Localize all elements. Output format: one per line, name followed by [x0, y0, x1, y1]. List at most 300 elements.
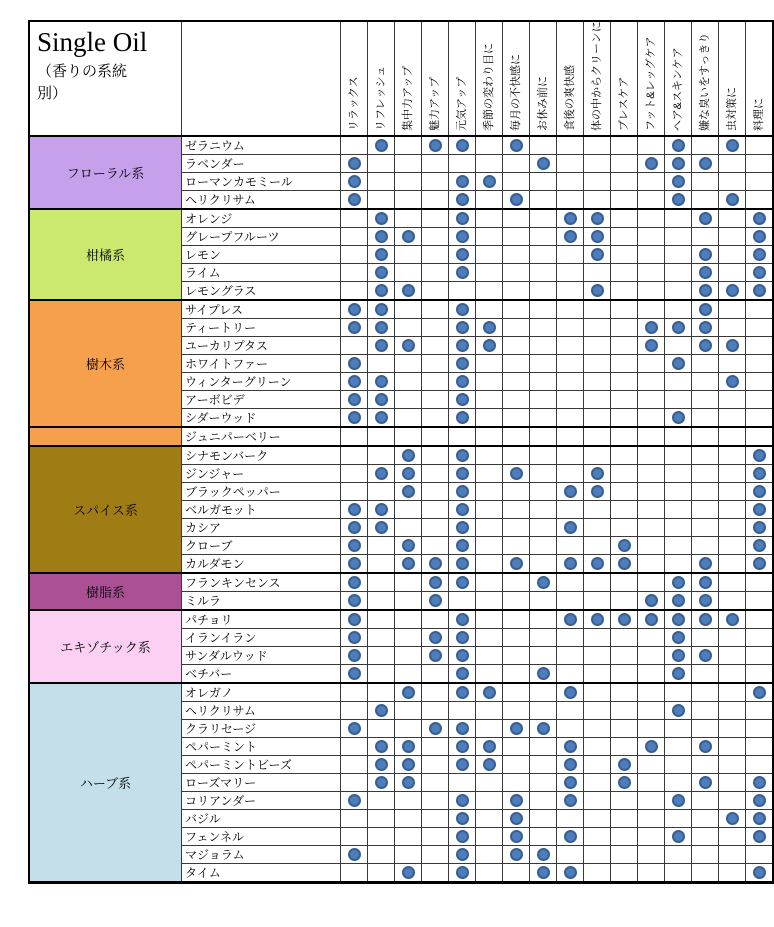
dot-marker	[348, 794, 361, 807]
dot-marker	[564, 521, 577, 534]
column-header-label: 季節の変わり目に	[483, 43, 495, 131]
matrix-cell	[476, 373, 503, 391]
matrix-cell	[530, 355, 557, 373]
oil-name: ユーカリプタス	[182, 337, 341, 355]
matrix-cell	[719, 864, 746, 883]
matrix-cell	[638, 647, 665, 665]
matrix-cell	[368, 738, 395, 756]
dot-marker	[510, 812, 523, 825]
matrix-cell	[368, 683, 395, 702]
matrix-cell	[449, 264, 476, 282]
matrix-cell	[395, 573, 422, 592]
matrix-cell	[395, 446, 422, 465]
matrix-cell	[584, 409, 611, 428]
matrix-cell	[719, 756, 746, 774]
matrix-cell	[422, 191, 449, 210]
matrix-cell	[692, 355, 719, 373]
dot-marker	[699, 284, 712, 297]
matrix-cell	[503, 792, 530, 810]
dot-marker	[672, 704, 685, 717]
matrix-cell	[584, 720, 611, 738]
oil-name: ヘリクリサム	[182, 191, 341, 210]
dot-marker	[672, 594, 685, 607]
dot-marker	[402, 866, 415, 879]
matrix-cell	[530, 683, 557, 702]
matrix-cell	[476, 846, 503, 864]
matrix-cell	[611, 810, 638, 828]
dot-marker	[564, 557, 577, 570]
matrix-cell	[395, 629, 422, 647]
matrix-cell	[665, 209, 692, 228]
matrix-cell	[395, 592, 422, 611]
matrix-cell	[665, 810, 692, 828]
matrix-cell	[395, 738, 422, 756]
matrix-cell	[611, 720, 638, 738]
dot-marker	[456, 357, 469, 370]
matrix-cell	[638, 264, 665, 282]
table-subtitle: （香りの系統別）	[37, 63, 128, 102]
matrix-cell	[692, 592, 719, 611]
matrix-cell	[557, 846, 584, 864]
matrix-cell	[692, 246, 719, 264]
oil-name: シナモンバーク	[182, 446, 341, 465]
matrix-cell	[341, 282, 368, 301]
dot-marker	[591, 613, 604, 626]
matrix-cell	[341, 828, 368, 846]
matrix-cell	[476, 592, 503, 611]
matrix-cell	[584, 555, 611, 574]
dot-marker	[537, 866, 550, 879]
matrix-cell	[584, 756, 611, 774]
matrix-cell	[746, 828, 774, 846]
matrix-cell	[449, 774, 476, 792]
matrix-cell	[665, 465, 692, 483]
matrix-cell	[341, 720, 368, 738]
matrix-cell	[530, 337, 557, 355]
dot-marker	[753, 539, 766, 552]
column-header-15	[719, 21, 746, 136]
matrix-cell	[422, 373, 449, 391]
matrix-cell	[611, 573, 638, 592]
matrix-cell	[449, 828, 476, 846]
dot-marker	[456, 613, 469, 626]
matrix-cell	[476, 555, 503, 574]
matrix-cell	[449, 665, 476, 684]
dot-marker	[591, 467, 604, 480]
matrix-cell	[557, 792, 584, 810]
matrix-cell	[557, 483, 584, 501]
matrix-cell	[395, 555, 422, 574]
matrix-cell	[746, 864, 774, 883]
dot-marker	[672, 613, 685, 626]
matrix-cell	[395, 191, 422, 210]
matrix-cell	[719, 519, 746, 537]
matrix-cell	[584, 665, 611, 684]
matrix-cell	[746, 209, 774, 228]
matrix-cell	[665, 228, 692, 246]
matrix-cell	[368, 647, 395, 665]
matrix-cell	[719, 774, 746, 792]
matrix-cell	[584, 610, 611, 629]
dot-marker	[456, 503, 469, 516]
oil-name: マジョラム	[182, 846, 341, 864]
column-header-3	[395, 21, 422, 136]
dot-marker	[456, 539, 469, 552]
matrix-cell	[341, 409, 368, 428]
matrix-cell	[719, 228, 746, 246]
matrix-cell	[476, 774, 503, 792]
matrix-cell	[692, 702, 719, 720]
matrix-cell	[638, 446, 665, 465]
matrix-cell	[665, 665, 692, 684]
dot-marker	[510, 557, 523, 570]
dot-marker	[483, 686, 496, 699]
dot-marker	[510, 794, 523, 807]
matrix-cell	[746, 337, 774, 355]
matrix-cell	[449, 191, 476, 210]
matrix-cell	[692, 173, 719, 191]
dot-marker	[672, 175, 685, 188]
dot-marker	[348, 576, 361, 589]
matrix-cell	[584, 337, 611, 355]
column-header-6	[476, 21, 503, 136]
matrix-cell	[746, 173, 774, 191]
matrix-cell	[557, 337, 584, 355]
matrix-cell	[503, 828, 530, 846]
matrix-cell	[530, 792, 557, 810]
dot-marker	[402, 485, 415, 498]
dot-marker	[699, 613, 712, 626]
matrix-cell	[422, 501, 449, 519]
matrix-cell	[611, 846, 638, 864]
dot-marker	[429, 722, 442, 735]
oil-name: レモン	[182, 246, 341, 264]
matrix-cell	[584, 846, 611, 864]
dot-marker	[726, 375, 739, 388]
matrix-cell	[422, 446, 449, 465]
matrix-cell	[368, 519, 395, 537]
matrix-cell	[368, 409, 395, 428]
matrix-cell	[341, 629, 368, 647]
matrix-cell	[476, 864, 503, 883]
matrix-cell	[638, 282, 665, 301]
matrix-cell	[503, 209, 530, 228]
matrix-cell	[665, 173, 692, 191]
dot-marker	[348, 303, 361, 316]
dot-marker	[564, 758, 577, 771]
matrix-cell	[719, 828, 746, 846]
oil-name: グレープフルーツ	[182, 228, 341, 246]
matrix-cell	[449, 537, 476, 555]
matrix-cell	[692, 647, 719, 665]
matrix-cell	[584, 592, 611, 611]
column-header-label: 毎月の不快感に	[510, 54, 522, 131]
matrix-cell	[692, 465, 719, 483]
matrix-cell	[665, 136, 692, 155]
matrix-cell	[503, 810, 530, 828]
matrix-cell	[611, 483, 638, 501]
dot-marker	[375, 266, 388, 279]
dot-marker	[456, 449, 469, 462]
dot-marker	[402, 776, 415, 789]
column-header-7	[503, 21, 530, 136]
matrix-cell	[746, 228, 774, 246]
matrix-cell	[341, 792, 368, 810]
matrix-cell	[746, 319, 774, 337]
matrix-cell	[530, 373, 557, 391]
matrix-cell	[530, 246, 557, 264]
matrix-cell	[449, 683, 476, 702]
matrix-cell	[503, 501, 530, 519]
matrix-cell	[611, 738, 638, 756]
matrix-cell	[692, 665, 719, 684]
matrix-cell	[449, 573, 476, 592]
matrix-cell	[665, 501, 692, 519]
matrix-cell	[584, 191, 611, 210]
matrix-cell	[449, 155, 476, 173]
matrix-cell	[368, 846, 395, 864]
dot-marker	[753, 485, 766, 498]
column-header-10	[584, 21, 611, 136]
matrix-cell	[476, 337, 503, 355]
matrix-cell	[611, 427, 638, 446]
matrix-cell	[611, 774, 638, 792]
matrix-cell	[503, 427, 530, 446]
oil-name: レモングラス	[182, 282, 341, 301]
matrix-cell	[719, 191, 746, 210]
matrix-cell	[638, 173, 665, 191]
dot-marker	[753, 212, 766, 225]
matrix-cell	[746, 409, 774, 428]
matrix-cell	[557, 282, 584, 301]
oil-name: オレガノ	[182, 683, 341, 702]
matrix-cell	[638, 702, 665, 720]
matrix-cell	[368, 774, 395, 792]
dot-marker	[483, 321, 496, 334]
table-title-cell	[29, 21, 182, 136]
dot-marker	[753, 830, 766, 843]
matrix-cell	[395, 409, 422, 428]
matrix-cell	[530, 427, 557, 446]
matrix-cell	[449, 629, 476, 647]
matrix-cell	[476, 173, 503, 191]
dot-marker	[375, 139, 388, 152]
dot-marker	[456, 722, 469, 735]
dot-marker	[348, 157, 361, 170]
matrix-cell	[422, 774, 449, 792]
matrix-cell	[368, 810, 395, 828]
matrix-cell	[476, 828, 503, 846]
matrix-cell	[368, 483, 395, 501]
matrix-cell	[692, 228, 719, 246]
matrix-cell	[719, 738, 746, 756]
matrix-cell	[341, 373, 368, 391]
dot-marker	[348, 375, 361, 388]
matrix-cell	[530, 446, 557, 465]
matrix-cell	[476, 519, 503, 537]
dot-marker	[672, 411, 685, 424]
matrix-cell	[611, 828, 638, 846]
matrix-cell	[503, 300, 530, 319]
matrix-cell	[422, 665, 449, 684]
dot-marker	[618, 613, 631, 626]
matrix-cell	[476, 355, 503, 373]
matrix-cell	[530, 300, 557, 319]
dot-marker	[645, 594, 658, 607]
matrix-cell	[422, 720, 449, 738]
matrix-cell	[503, 373, 530, 391]
matrix-cell	[584, 738, 611, 756]
column-header-label: 料理に	[753, 98, 765, 131]
matrix-cell	[692, 319, 719, 337]
matrix-cell	[341, 300, 368, 319]
dot-marker	[753, 866, 766, 879]
matrix-cell	[719, 846, 746, 864]
matrix-cell	[449, 446, 476, 465]
matrix-cell	[611, 683, 638, 702]
dot-marker	[375, 411, 388, 424]
matrix-cell	[368, 792, 395, 810]
matrix-cell	[557, 738, 584, 756]
matrix-cell	[746, 136, 774, 155]
matrix-cell	[557, 573, 584, 592]
matrix-cell	[692, 573, 719, 592]
matrix-cell	[557, 300, 584, 319]
matrix-cell	[395, 136, 422, 155]
dot-marker	[348, 321, 361, 334]
matrix-cell	[611, 337, 638, 355]
matrix-cell	[746, 465, 774, 483]
matrix-cell	[746, 683, 774, 702]
matrix-cell	[692, 483, 719, 501]
oil-name: クラリセージ	[182, 720, 341, 738]
matrix-cell	[665, 337, 692, 355]
dot-marker	[726, 139, 739, 152]
dot-marker	[348, 631, 361, 644]
matrix-cell	[503, 173, 530, 191]
category-cell: 樹脂系	[29, 573, 182, 610]
matrix-cell	[611, 702, 638, 720]
dot-marker	[456, 266, 469, 279]
matrix-cell	[395, 501, 422, 519]
oil-name: タイム	[182, 864, 341, 883]
category-cell: エキゾチック系	[29, 610, 182, 683]
matrix-cell	[557, 409, 584, 428]
dot-marker	[564, 830, 577, 843]
matrix-cell	[638, 391, 665, 409]
dot-marker	[753, 776, 766, 789]
matrix-cell	[584, 300, 611, 319]
matrix-cell	[665, 537, 692, 555]
matrix-cell	[503, 774, 530, 792]
category-cell: フローラル系	[29, 136, 182, 209]
matrix-cell	[557, 391, 584, 409]
matrix-cell	[449, 209, 476, 228]
matrix-cell	[719, 792, 746, 810]
matrix-cell	[530, 191, 557, 210]
dot-marker	[429, 631, 442, 644]
dot-marker	[699, 303, 712, 316]
dot-marker	[537, 667, 550, 680]
matrix-cell	[665, 756, 692, 774]
matrix-cell	[395, 427, 422, 446]
dot-marker	[456, 866, 469, 879]
matrix-cell	[476, 409, 503, 428]
matrix-cell	[665, 300, 692, 319]
matrix-cell	[368, 373, 395, 391]
matrix-cell	[341, 337, 368, 355]
oil-name: オレンジ	[182, 209, 341, 228]
matrix-cell	[476, 282, 503, 301]
matrix-cell	[395, 391, 422, 409]
matrix-cell	[530, 136, 557, 155]
matrix-cell	[449, 483, 476, 501]
oil-row	[29, 573, 773, 592]
matrix-cell	[368, 665, 395, 684]
matrix-cell	[368, 191, 395, 210]
matrix-cell	[638, 373, 665, 391]
dot-marker	[348, 393, 361, 406]
matrix-cell	[692, 537, 719, 555]
matrix-cell	[530, 774, 557, 792]
single-oil-matrix-table	[28, 20, 774, 884]
matrix-cell	[611, 228, 638, 246]
dot-marker	[753, 467, 766, 480]
matrix-cell	[557, 191, 584, 210]
matrix-cell	[557, 427, 584, 446]
matrix-cell	[638, 155, 665, 173]
column-header-label: リフレッシュ	[375, 65, 387, 131]
dot-marker	[510, 722, 523, 735]
matrix-cell	[368, 427, 395, 446]
matrix-cell	[638, 136, 665, 155]
dot-marker	[429, 576, 442, 589]
dot-marker	[510, 848, 523, 861]
dot-marker	[564, 740, 577, 753]
matrix-cell	[638, 246, 665, 264]
matrix-cell	[368, 828, 395, 846]
matrix-cell	[665, 282, 692, 301]
matrix-cell	[422, 846, 449, 864]
category-cell: 樹木系	[29, 300, 182, 427]
matrix-cell	[503, 246, 530, 264]
dot-marker	[456, 230, 469, 243]
matrix-cell	[719, 337, 746, 355]
oil-name: サイプレス	[182, 300, 341, 319]
matrix-cell	[503, 537, 530, 555]
column-header-label: 虫対策に	[726, 87, 738, 131]
matrix-cell	[341, 483, 368, 501]
matrix-cell	[746, 756, 774, 774]
matrix-cell	[476, 683, 503, 702]
matrix-cell	[422, 391, 449, 409]
dot-marker	[564, 230, 577, 243]
matrix-cell	[449, 391, 476, 409]
matrix-cell	[341, 592, 368, 611]
dot-marker	[753, 503, 766, 516]
matrix-cell	[395, 373, 422, 391]
dot-marker	[375, 704, 388, 717]
dot-marker	[456, 212, 469, 225]
oil-row	[29, 209, 773, 228]
matrix-cell	[692, 209, 719, 228]
dot-marker	[456, 521, 469, 534]
dot-marker	[375, 303, 388, 316]
matrix-cell	[449, 501, 476, 519]
matrix-cell	[449, 610, 476, 629]
matrix-cell	[395, 610, 422, 629]
matrix-cell	[611, 592, 638, 611]
